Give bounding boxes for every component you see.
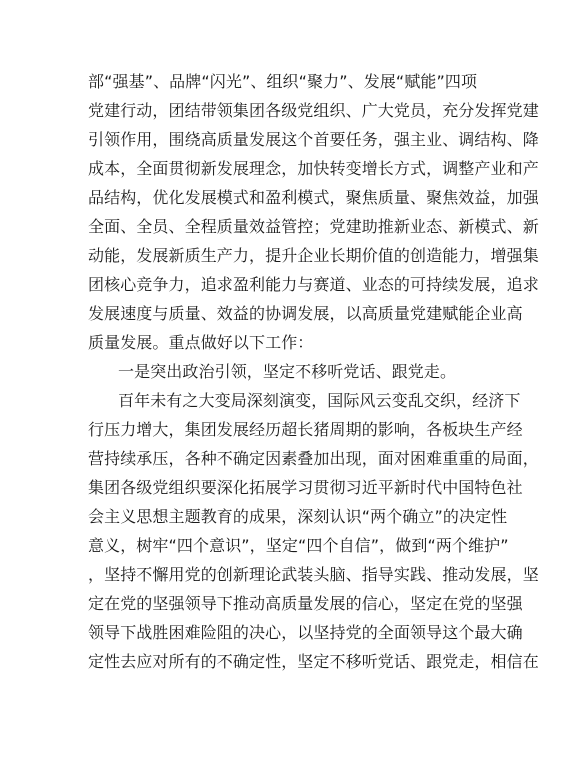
- paragraph-1-line-4: 成本，全面贯彻新发展理念，加快转变增长方式，调整产业和产: [88, 159, 539, 178]
- paragraph-2-line-6: 意义，树牢“四个意识”，坚定“四个自信”，做到“两个维护”: [88, 536, 509, 555]
- paragraph-1-line-3: 引领作用，围绕高质量发展这个首要任务，强主业、调结构、降: [88, 130, 539, 149]
- paragraph-2-line-4: 集团各级党组织要深化拓展学习贯彻习近平新时代中国特色社: [88, 478, 523, 497]
- paragraph-2-line-5: 会主义思想主题教育的成果，深刻认识“两个确立”的决定性: [88, 507, 508, 526]
- paragraph-2-line-7: ，坚持不懈用党的创新理论武装头脑、指导实践、推动发展，坚: [88, 565, 539, 584]
- paragraph-1-line-5: 品结构，优化发展模式和盈利模式，聚焦质量、聚焦效益，加强: [88, 188, 539, 207]
- paragraph-2-line-8: 定在党的坚强领导下推动高质量发展的信心，坚定在党的坚强: [88, 594, 523, 613]
- paragraph-1-line-2: 党建行动，团结带领集团各级党组织、广大党员，充分发挥党建: [88, 101, 539, 120]
- paragraph-2-line-1: 百年未有之大变局深刻演变，国际风云变乱交织，经济下: [118, 391, 521, 410]
- paragraph-1-line-7: 动能，发展新质生产力，提升企业长期价值的创造能力，增强集: [88, 246, 539, 265]
- paragraph-2-line-2: 行压力增大，集团发展经历超长猪周期的影响，各板块生产经: [88, 420, 523, 439]
- paragraph-1-line-8: 团核心竞争力，追求盈利能力与赛道、业态的可持续发展，追求: [88, 275, 539, 294]
- paragraph-1-line-9: 发展速度与质量、效益的协调发展，以高质量党建赋能企业高: [88, 304, 523, 323]
- paragraph-1-line-1: 部“强基”、品牌“闪光”、组织“聚力”、发展“赋能”四项: [88, 72, 478, 91]
- paragraph-1-line-10: 质量发展。重点做好以下工作：: [88, 333, 314, 352]
- paragraph-1-line-6: 全面、全员、全程质量效益管控；党建助推新业态、新模式、新: [88, 217, 539, 236]
- section-heading-1: 一是突出政治引领，坚定不移听党话、跟党走。: [118, 362, 457, 381]
- paragraph-2-line-3: 营持续承压，各种不确定因素叠加出现，面对困难重重的局面，: [88, 449, 539, 468]
- paragraph-2-line-9: 领导下战胜困难险阻的决心，以坚持党的全面领导这个最大确: [88, 623, 523, 642]
- paragraph-2-line-10: 定性去应对所有的不确定性，坚定不移听党话、跟党走，相信在: [88, 652, 539, 671]
